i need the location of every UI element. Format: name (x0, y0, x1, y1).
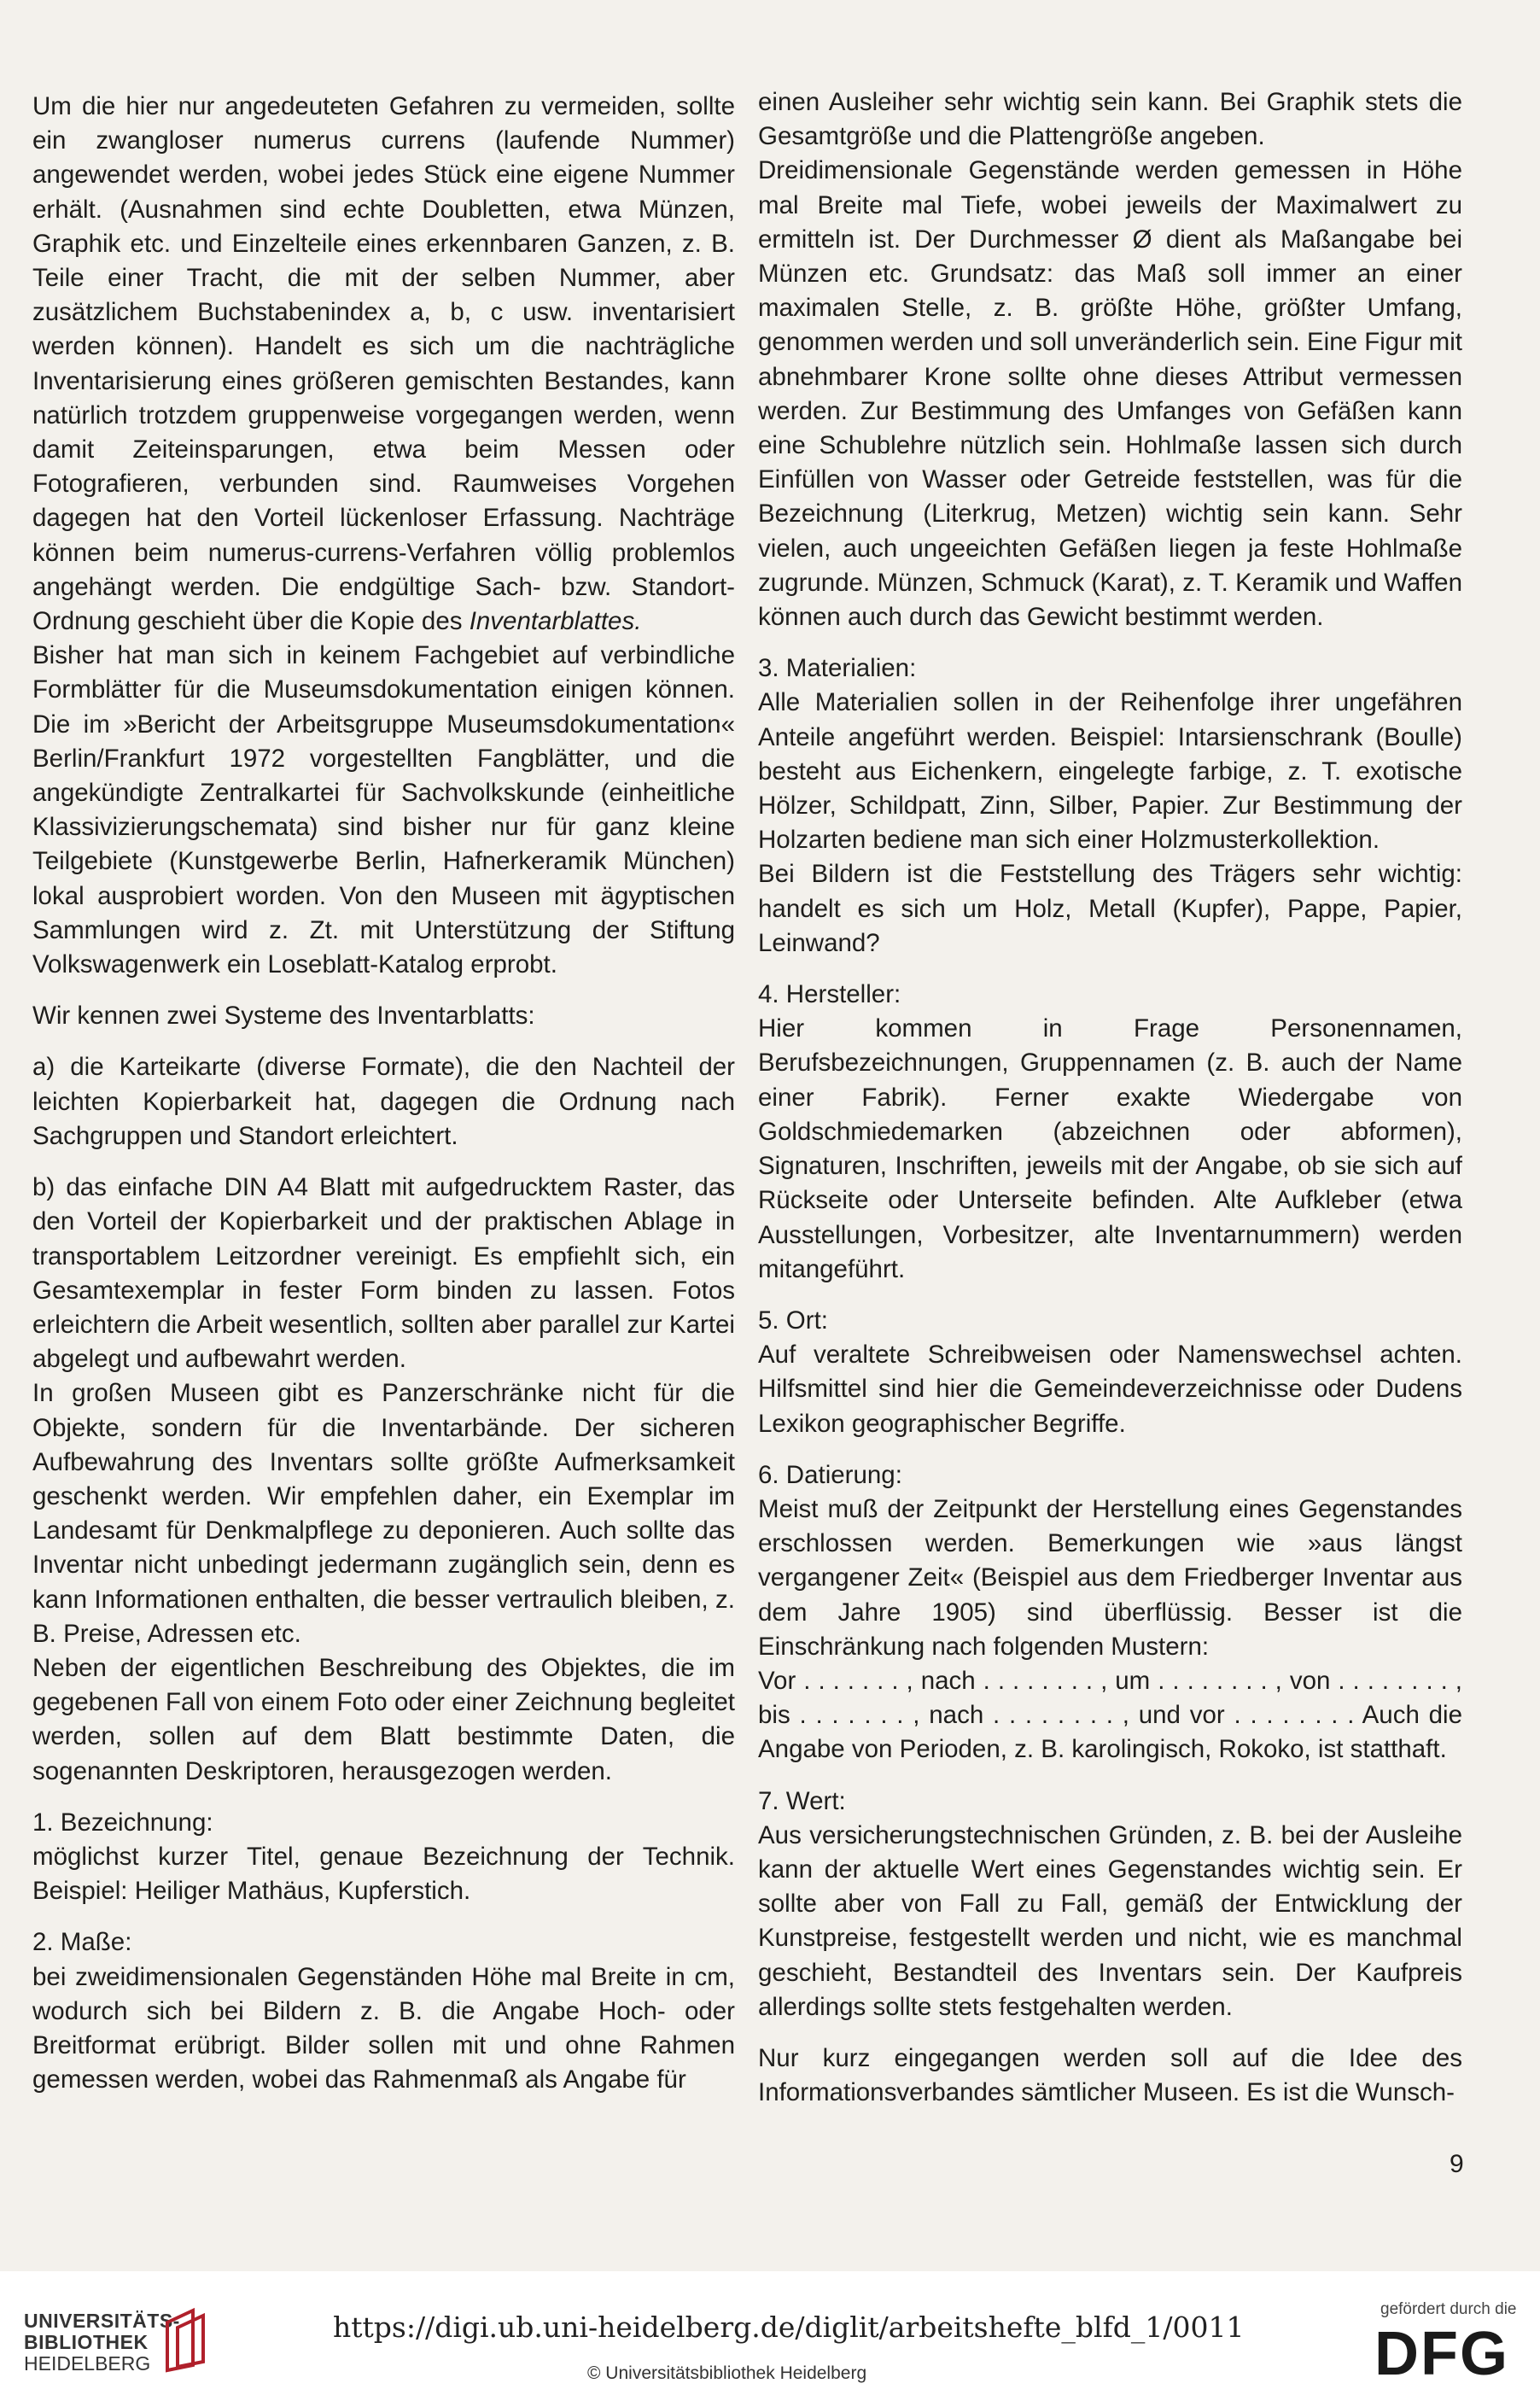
paragraph (758, 857, 1462, 961)
paragraph-text: In großen Museen gibt es Panzerschränke nicht für die Objekte, sondern für die Inventarbände. Der sicheren Aufbewahrung des Inventars sollte größte Aufmerksamkeit geschenkt werden. Wir empfehlen daher, ein Exemplar im Landesamt für Denkmalpflege zu deponieren. Auch sollte das Inventar nicht unbedingt jedermann zugänglich sein, denn es kann Informationen enthalten, die besser vertraulich bleiben, z. B. Preise, Adressen etc. (32, 1379, 735, 1648)
library-emblem-icon (159, 2305, 219, 2374)
source-url-link[interactable]: https://digi.ub.uni-heidelberg.de/diglit/arbeitshefte_blfd_1/0011 (333, 2310, 1245, 2344)
paragraph-text: Vor . . . . . . . , nach . . . . . . . . , um . . . . . . . . , von . . . . . . . . , bis . . . . . . . , nach . . . . . . . . , und vor . . . . . . . . Auch die Angabe von Perioden, z. B. karolingisch, Rokoko, ist statthaft. (758, 1666, 1462, 1764)
section-heading (758, 1785, 1462, 1819)
paragraph-text: Meist muß der Zeitpunkt der Herstellung eines Gegenstandes erschlossen werden. Bemerkungen wie »aus längst vergangener Zeit« (Beispiel aus dem Friedberger Inventar aus dem Jahre 1905) sind überflüssig. Besser ist die Einschränkung nach folgenden Mustern: (758, 1494, 1462, 1661)
paragraph-text: Wir kennen zwei Systeme des Inventarblatts: (32, 1002, 535, 1031)
heading-text: 7. Wert: (758, 1786, 846, 1815)
paragraph (758, 686, 1462, 857)
paragraph (758, 1493, 1462, 1664)
right-column (758, 85, 1462, 2110)
heading-text: 5. Ort: (758, 1306, 828, 1335)
paragraph-text: b) das einfache DIN A4 Blatt mit aufgedrucktem Raster, das den Vorteil der Kopierbarkeit und der praktischen Ablage in transportablem Leitzordner vereinigt. Es empfiehlt sich, ein Gesamtexemplar in fester Form binden zu lassen. Fotos erleichtern die Arbeit wesentlich, sollten aber parallel zur Kartei abgelegt und aufbewahrt werden. (32, 1173, 735, 1374)
paragraph-text: Um die hier nur angedeuteten Gefahren zu vermeiden, sollte ein zwangloser numerus currens (laufende Nummer) angewendet werden, wobei jedes Stück eine eigene Nummer erhält. (Ausnahmen sind echte Doubletten, etwa Münzen, Graphik etc. und Einzelteile eines erkennbaren Ganzen, z. B. Teile einer Tracht, die mit der selben Nummer, aber zusätzlichem Buchstabenindex a, b, c usw. inventarisiert werden können). Handelt es sich um die nachträgliche Inventarisierung eines größeren gemischten Bestandes, kann natürlich trotzdem gruppenweise vorgegangen werden, wenn damit Zeiteinsparungen, etwa beim Messen oder Fotografieren, verbunden sind. Raumweises Vorgehen dagegen hat den Vorteil lückenloser Erfassung. Nachträge können beim numerus-currens-Verfahren völlig problemlos angehängt werden. Die endgültige Sach- bzw. Standort-Ordnung geschieht über die Kopie des (32, 92, 735, 636)
paragraph (32, 1960, 735, 2098)
emphasized-text: Inventarblattes. (469, 607, 642, 636)
paragraph-text: a) die Karteikarte (diverse Formate), die den Nachteil der leichten Kopierbarkeit hat, dagegen die Ordnung nach Sachgruppen und Standort erleichtert. (32, 1053, 735, 1150)
paragraph-text: möglichst kurzer Titel, genaue Bezeichnung der Technik. Beispiel: Heiliger Mathäus, Kupferstich. (32, 1842, 735, 1906)
dfg-tagline: gefördert durch die (1380, 2300, 1517, 2318)
paragraph (32, 1840, 735, 1908)
paragraph-text: einen Ausleiher sehr wichtig sein kann. Bei Graphik stets die Gesamtgröße und die Plattengröße angeben. (758, 88, 1462, 151)
paragraph-text: Neben der eigentlichen Beschreibung des Objektes, die im gegebenen Fall von einem Foto oder einer Zeichnung begleitet werden, sollen auf dem Blatt bestimmte Daten, die sogenannten Deskriptoren, herausgezogen werden. (32, 1653, 735, 1785)
heading-text: 1. Bezeichnung: (32, 1808, 213, 1837)
paragraph-text: Bei Bildern ist die Feststellung des Trägers sehr wichtig: handelt es sich um Holz, Metall (Kupfer), Pappe, Papier, Leinwand? (758, 860, 1462, 957)
paragraph-text: bei zweidimensionalen Gegenständen Höhe mal Breite in cm, wodurch sich bei Bildern z. B. die Angabe Hoch- oder Breitformat erübrigt. Bilder sollen mit und ohne Rahmen gemessen werden, wobei das Rahmenmaß als Angabe für (32, 1962, 735, 2094)
paragraph-text: Nur kurz eingegangen werden soll auf die Idee des Informationsverbandes sämtlicher Museen. Es ist die Wunsch- (758, 2043, 1462, 2107)
paragraph (32, 1171, 735, 1376)
paragraph (758, 1664, 1462, 1767)
paragraph-text: Dreidimensionale Gegenstände werden gemessen in Höhe mal Breite mal Tiefe, wobei jeweils der Maximalwert zu ermitteln ist. Der Durchmesser Ø dient als Maßangabe bei Münzen etc. Grundsatz: das Maß soll immer an einer maximalen Stelle, z. B. größte Höhe, größter Umfang, genommen werden und soll unveränderlich sein. Eine Figur mit abnehmbarer Krone sollte ohne dieses Attribut vermessen werden. Zur Bestimmung des Umfanges von Gefäßen kann eine Schublehre nützlich sein. Hohlmaße lassen sich durch Einfüllen von Wasser oder Getreide feststellen, was für die Bezeichnung (Literkrug, Metzen) wichtig sein kann. Sehr vielen, auch ungeeichten Gefäßen liegen ja feste Hohlmaße zugrunde. Münzen, Schmuck (Karat), z. T. Keramik und Waffen können auch durch das Gewicht bestimmt werden. (758, 156, 1462, 632)
paragraph (32, 639, 735, 982)
paragraph-text: Hier kommen in Frage Personennamen, Berufsbezeichnungen, Gruppennamen (z. B. auch der Name einer Fabrik). Ferner exakte Wiedergabe von Goldschmiedemarken (abzeichnen oder abformen), Signaturen, Inschriften, jeweils mit der Angabe, ob sie sich auf Rückseite oder Unterseite befinden. Alte Aufkleber (etwa Ausstellungen, Vorbesitzer, alte Inventarnummern) werden mitangeführt. (758, 1014, 1462, 1283)
paragraph (32, 1376, 735, 1651)
paragraph (32, 1651, 735, 1789)
paragraph-text: Alle Materialien sollen in der Reihenfolge ihrer ungefähren Anteile angeführt werden. Beispiel: Intarsienschrank (Boulle) besteht aus Eichenkern, eingelegte farbige, z. T. exotische Hölzer, Schildpatt, Zinn, Silber, Papier. Zur Bestimmung der Holzarten bediene man sich einer Holzmusterkollektion. (758, 688, 1462, 855)
section-heading (758, 978, 1462, 1012)
paragraph-text: Aus versicherungstechnischen Gründen, z. B. bei der Ausleihe kann der aktuelle Wert eines Gegenstandes wichtig sein. Er sollte aber von Fall zu Fall, gemäß der Entwicklung der Kunstpreise, festgestellt werden und nicht, wie es manchmal geschieht, Bestandteil des Inventars sein. Der Kaufpreis allerdings sollte stets festgehalten werden. (758, 1820, 1462, 2021)
left-column (32, 90, 735, 2097)
footer (0, 2271, 1540, 2401)
section-heading (32, 1806, 735, 1840)
paragraph (32, 90, 735, 639)
section-heading (758, 651, 1462, 686)
heading-text: 3. Materialien: (758, 654, 917, 683)
copyright-notice: © Universitätsbibliothek Heidelberg (587, 2363, 867, 2383)
paragraph (758, 1012, 1462, 1287)
paragraph (32, 1050, 735, 1154)
page-number: 9 (1450, 2150, 1464, 2178)
paragraph-text: Bisher hat man sich in keinem Fachgebiet auf verbindliche Formblätter für die Museumsdokumentation einigen können. Die im »Bericht der Arbeitsgruppe Museumsdokumentation« Berlin/Frankfurt 1972 vorgestellten Fangblätter, und die angekündigte Zentralkartei für Sachvolkskunde (einheitliche Klassivizierungschemata) sind bisher nur für ganz kleine Teilgebiete (Kunstgewerbe Berlin, Hafnerkeramik München) lokal ausprobiert worden. Von den Museen mit ägyptischen Sammlungen wird z. Zt. mit Unterstützung der Stiftung Volkswagenwerk ein Loseblatt-Katalog erprobt. (32, 641, 735, 979)
paragraph (758, 85, 1462, 154)
heading-text: 6. Datierung: (758, 1460, 902, 1489)
paragraph-text: Auf veraltete Schreibweisen oder Namenswechsel achten. Hilfsmittel sind hier die Gemeindeverzeichnisse oder Dudens Lexikon geographischer Begriffe. (758, 1341, 1462, 1438)
section-heading (32, 1925, 735, 1960)
paragraph (758, 2042, 1462, 2110)
logo-line-1: UNIVERSITÄTS- (24, 2310, 180, 2332)
paragraph (758, 1338, 1462, 1441)
logo-line-2: BIBLIOTHEK (24, 2331, 149, 2353)
paragraph (758, 154, 1462, 634)
section-heading (758, 1304, 1462, 1338)
dfg-logo[interactable]: DFG (1374, 2320, 1509, 2388)
section-heading (758, 1458, 1462, 1493)
heading-text: 2. Maße: (32, 1928, 132, 1957)
logo-line-3: HEIDELBERG (24, 2352, 151, 2375)
heading-text: 4. Hersteller: (758, 980, 901, 1009)
paragraph (758, 1819, 1462, 2024)
paragraph (32, 999, 735, 1033)
library-logo[interactable] (24, 2310, 180, 2375)
